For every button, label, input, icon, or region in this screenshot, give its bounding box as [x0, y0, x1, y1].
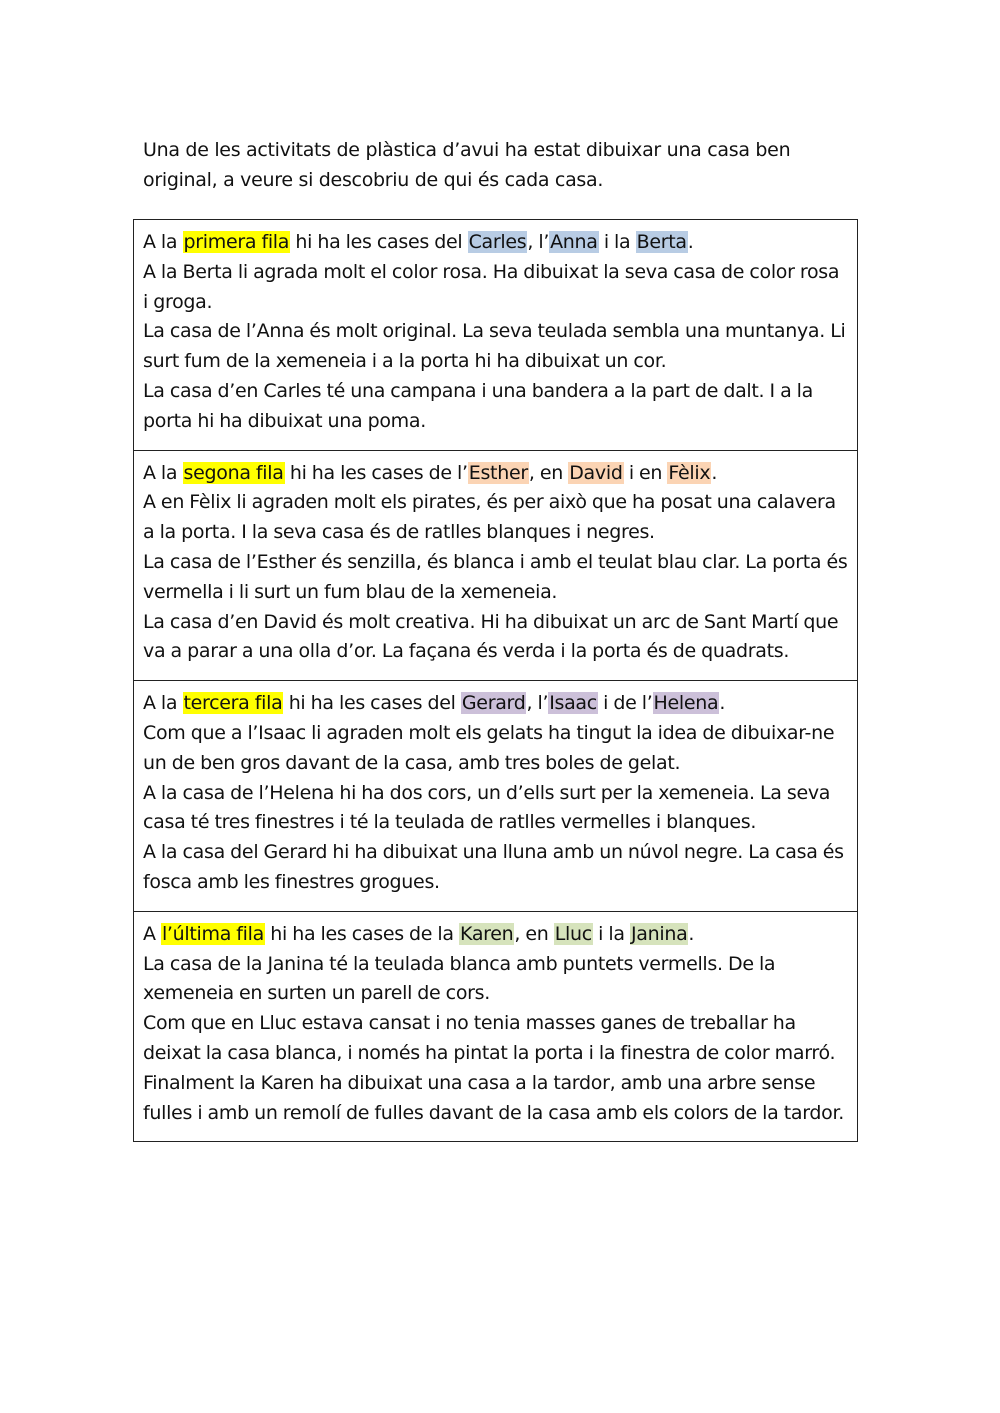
name-highlight: Lluc	[554, 922, 592, 945]
lead-text: .	[719, 692, 726, 715]
name-highlight: David	[569, 461, 623, 484]
row-cell-3	[134, 680, 857, 911]
row-description-paragraph: Finalment la Karen ha dibuixat una casa a la tardor, amb una arbre sense fulles i amb un remolí de fulles davant de la casa amb els colors de la tardor.	[143, 1071, 844, 1124]
row-label-highlight: l’última fila	[161, 922, 264, 945]
name-highlight: Isaac	[549, 692, 597, 715]
row-description-paragraph: Com que en Lluc estava cansat i no tenia masses ganes de treballar ha deixat la casa blanca, i només ha pintat la porta i la finestra de color marró.	[143, 1012, 836, 1064]
row-lead-sentence	[143, 689, 849, 719]
row-description-paragraph: La casa d’en David és molt creativa. Hi ha dibuixat un arc de Sant Martí que va a parar a una olla d’or. La façana és verda i la porta és de quadrats.	[143, 610, 839, 663]
row-cell-2	[134, 450, 857, 681]
name-highlight: Fèlix	[668, 461, 711, 484]
name-highlight: Janina	[630, 922, 688, 945]
lead-text: .	[711, 461, 718, 484]
row-label-highlight: primera fila	[183, 231, 290, 253]
name-highlight: Esther	[468, 461, 528, 484]
row-lead-sentence	[143, 920, 849, 950]
row-cell-1	[134, 220, 857, 450]
row-description-paragraph: La casa de l’Anna és molt original. La seva teulada sembla una muntanya. Li surt fum de la xemeneia i a la porta hi ha dibuixat un cor.	[143, 320, 846, 373]
row-description-paragraph: La casa de la Janina té la teulada blanca amb puntets vermells. De la xemeneia en surten un parell de cors.	[143, 952, 776, 1005]
lead-text: hi ha les cases de l’	[284, 461, 468, 484]
row-description-paragraph: A la Berta li agrada molt el color rosa. Ha dibuixat la seva casa de color rosa i groga.	[143, 260, 840, 313]
lead-text: , en	[514, 922, 554, 945]
row-label-highlight: segona fila	[183, 461, 284, 484]
lead-text: hi ha les cases del	[290, 231, 468, 253]
lead-text: hi ha les cases de la	[265, 922, 459, 945]
name-highlight: Carles	[468, 231, 527, 253]
row-label-highlight: tercera fila	[183, 692, 283, 715]
row-description-paragraph: La casa de l’Esther és senzilla, és blanca i amb el teulat blau clar. La porta és vermella i li surt un fum blau de la xemeneia.	[143, 550, 848, 603]
name-highlight: Anna	[550, 231, 598, 253]
lead-text: i en	[623, 461, 668, 484]
lead-text: hi ha les cases del	[283, 692, 461, 715]
row-lead-sentence	[143, 459, 849, 489]
rows-table	[133, 219, 858, 1142]
name-highlight: Helena	[653, 692, 719, 715]
name-highlight: Karen	[460, 922, 514, 945]
lead-text: , l’	[527, 231, 550, 253]
row-lead-sentence	[143, 228, 849, 258]
lead-text: i la	[592, 922, 630, 945]
lead-text: .	[687, 231, 694, 253]
lead-text: A	[143, 922, 161, 945]
row-description-paragraph: A la casa del Gerard hi ha dibuixat una lluna amb un núvol negre. La casa és fosca amb les finestres grogues.	[143, 841, 844, 893]
lead-text: , l’	[526, 692, 549, 715]
intro-text: Una de les activitats de plàstica d’avui ha estat dibuixar una casa ben original, a veure si descobriu de qui és cada casa.	[143, 139, 791, 191]
lead-text: , en	[528, 461, 569, 484]
lead-text: .	[688, 922, 695, 945]
row-description-paragraph: Com que a l’Isaac li agraden molt els gelats ha tingut la idea de dibuixar-ne un de ben gros davant de la casa, amb tres boles de gelat.	[143, 721, 835, 774]
row-description-paragraph: A en Fèlix li agraden molt els pirates, és per això que ha posat una calavera a la porta. I la seva casa és de ratlles blanques i negres.	[143, 491, 836, 544]
lead-text: A la	[143, 461, 183, 484]
name-highlight: Gerard	[461, 692, 526, 715]
lead-text: i de l’	[597, 692, 653, 715]
row-description-paragraph: La casa d’en Carles té una campana i una bandera a la part de dalt. I a la porta hi ha dibuixat una poma.	[143, 379, 813, 432]
lead-text: A la	[143, 231, 183, 253]
lead-text: A la	[143, 692, 183, 715]
lead-text: i la	[598, 231, 636, 253]
row-description-paragraph: A la casa de l’Helena hi ha dos cors, un d’ells surt per la xemeneia. La seva casa té tres finestres i té la teulada de ratlles vermelles i blanques.	[143, 781, 831, 834]
row-cell-4	[134, 911, 857, 1142]
name-highlight: Berta	[636, 231, 687, 253]
